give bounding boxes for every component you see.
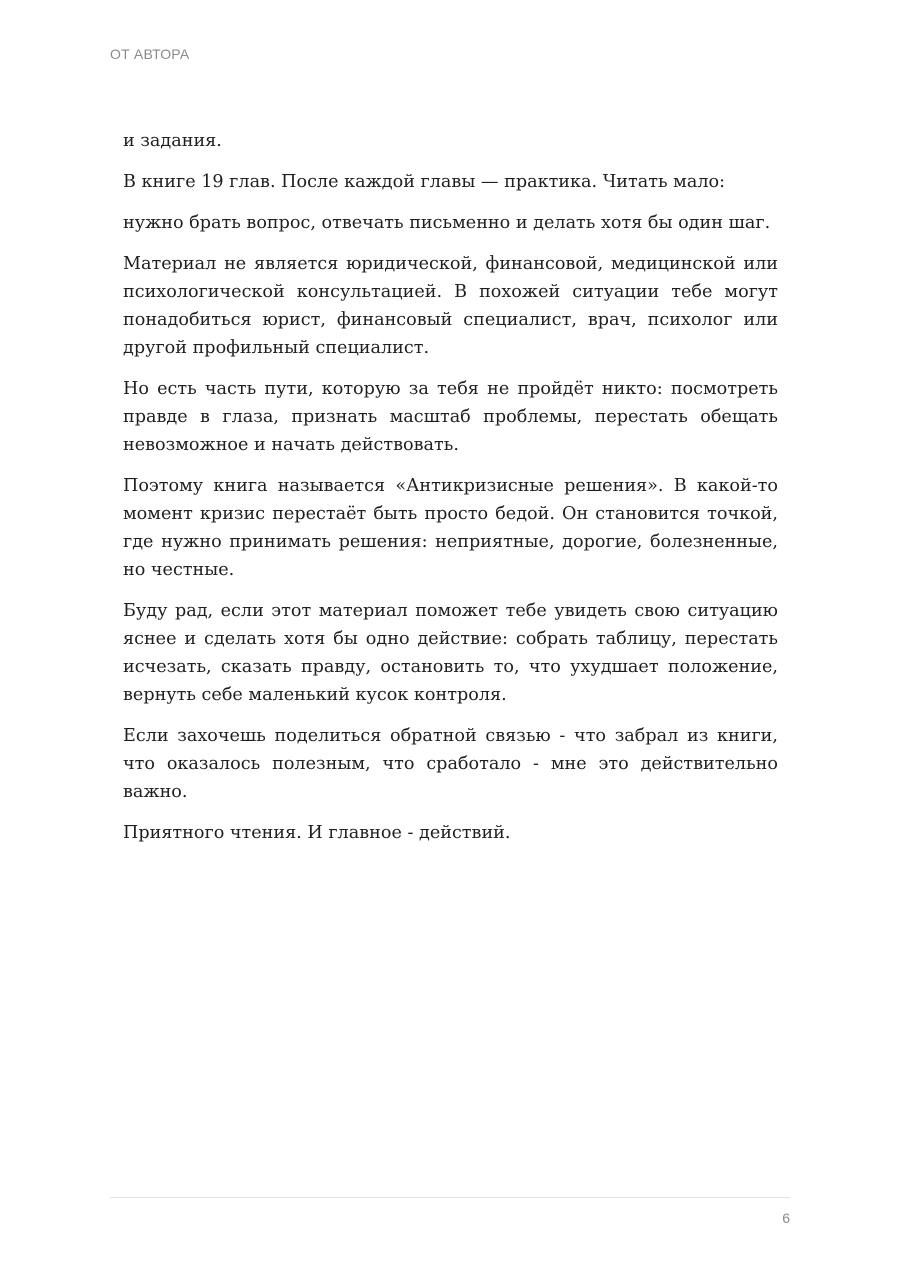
page-number: 6: [782, 1210, 790, 1226]
page-body: [123, 127, 778, 860]
paragraph: Приятного чтения. И главное - действий.: [123, 823, 511, 843]
paragraph: Буду рад, если этот материал поможет тебе увидеть свою ситуацию яснее и сделать хотя бы одно действие: собрать таблицу, перестать исчезать, сказать правду, остановить то, что ухудшает положение, вернуть себе маленький кусок контроля.: [123, 601, 778, 705]
footer-divider: [110, 1197, 790, 1198]
paragraph: Материал не является юридической, финансовой, медицинской или психологической консультацией. В похожей ситуации тебе могут понадобиться юрист, финансовый специалист, врач, психолог или другой профильный специалист.: [123, 254, 778, 358]
paragraph: Поэтому книга называется «Антикризисные решения». В какой-то момент кризис перестаёт быть просто бедой. Он становится точкой, где нужно принимать решения: неприятные, дорогие, болезненные, но честные.: [123, 476, 778, 580]
paragraph: В книге 19 глав. После каждой главы — практика. Читать мало:: [123, 172, 726, 192]
paragraph: нужно брать вопрос, отвечать письменно и делать хотя бы один шаг.: [123, 213, 771, 233]
paragraph: и задания.: [123, 131, 222, 151]
running-header: ОТ АВТОРА: [110, 46, 190, 62]
paragraph: Но есть часть пути, которую за тебя не пройдёт никто: посмотреть правде в глаза, признать масштаб проблемы, перестать обещать невозможное и начать действовать.: [123, 379, 778, 455]
paragraph: Если захочешь поделиться обратной связью - что забрал из книги, что оказалось полезным, что сработало - мне это действительно важно.: [123, 726, 778, 802]
